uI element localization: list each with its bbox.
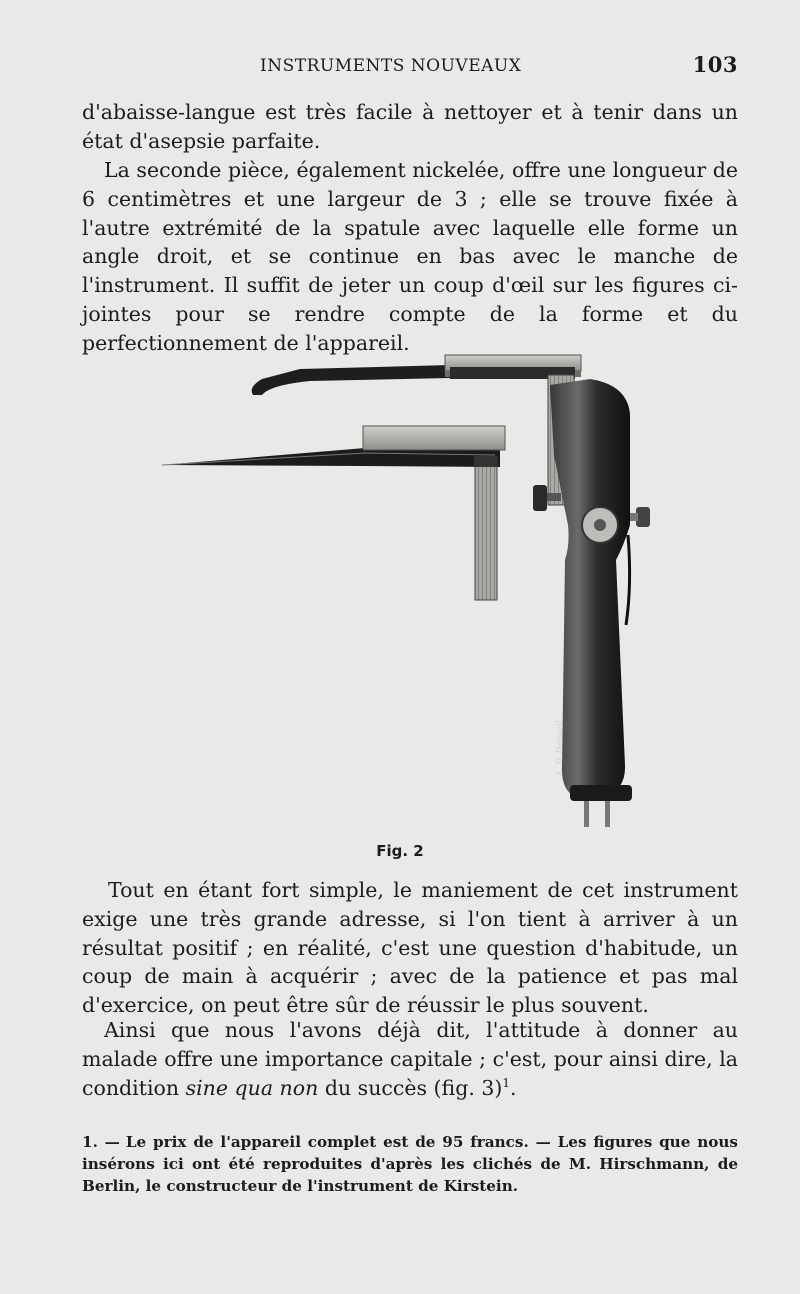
- instrument-illustration: [150, 345, 670, 835]
- upper-spatula: [252, 355, 581, 395]
- paragraph-1: d'abaisse-langue est très facile à nettoyer et à tenir dans un état d'asepsie parfaite.: [82, 100, 738, 153]
- latin-phrase: sine qua non: [185, 1075, 319, 1100]
- paragraph-4: [82, 1016, 738, 1102]
- engraver-signature: L. D. Hémard: [555, 720, 564, 775]
- footnote-marker: 1. —: [82, 1133, 120, 1151]
- footnote: [82, 1131, 738, 1197]
- running-head: INSTRUMENTS NOUVEAUX: [260, 56, 522, 76]
- paragraph-3: Tout en étant fort simple, le maniement de cet instrument exige une très grande adresse, si l'on tient à arriver à un résultat positif ; en réalité, c'est une question d'habitude, un coup de main à acquérir ; avec de la patience et pas mal d'exercice, on peut être sûr de réussir le plus souvent.: [82, 878, 738, 1018]
- footnote-reference: 1: [502, 1075, 511, 1090]
- footnote-text: Le prix de l'appareil complet est de 95 francs. — Les figures que nous insérons ici ont été reproduites d'après les clichés de M. Hirschmann, de Berlin, le constructeur de l'instrument de Kirstein.: [82, 1133, 738, 1195]
- paragraph-2: La seconde pièce, également nickelée, offre une longueur de 6 centimètres et une largeur de 3 ; elle se trouve fixée à l'autre extrémité de la spatule avec laquelle elle forme un angle droit, et se continue en bas avec le manche de l'instrument. Il suffit de jeter un coup d'œil sur les figures ci-jointes pour se rendre compte de la forme et du perfectionnement de l'appareil.: [82, 158, 738, 355]
- laryngoscope-engraving: [150, 345, 670, 835]
- page-number: 103: [692, 52, 738, 77]
- paragraph-4-text-start: Ainsi que nous l'avons déjà dit, l'attitude à donner au malade offre une importance capitale ; c'est, pour ainsi dire, la condition: [82, 1018, 738, 1100]
- instrument-handle: [550, 379, 650, 827]
- paragraph-4-period: .: [510, 1075, 517, 1100]
- page-header: [82, 52, 738, 82]
- figure-caption: Fig. 2: [376, 842, 424, 860]
- paragraph-4-text-end: du succès (fig. 3): [318, 1075, 503, 1100]
- lower-spatula: [162, 426, 505, 600]
